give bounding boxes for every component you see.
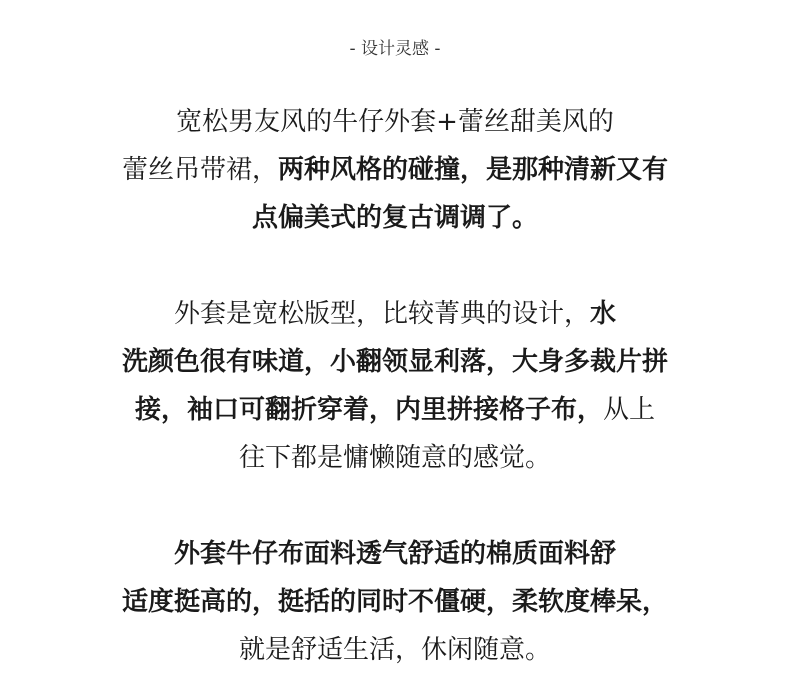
text-run: 往下都是慵懒随意的感觉。: [238, 443, 551, 473]
text-line: [0, 338, 790, 386]
paragraph-style-intro: [0, 98, 790, 242]
paragraph-jacket-design: [0, 290, 790, 482]
text-run: 外套是宽松版型，比较菁典的设计，: [173, 299, 590, 329]
section-heading: - 设计灵感 -: [349, 39, 441, 59]
paragraph-fabric: [0, 530, 790, 674]
text-line: [0, 290, 790, 338]
text-line: [0, 626, 790, 674]
text-line: [0, 530, 790, 578]
text-run: 蕾丝吊带裙，: [121, 155, 278, 185]
text-line: [0, 194, 790, 242]
text-line: [0, 434, 790, 482]
text-run: 宽松男友风的牛仔外套+蕾丝甜美风的: [176, 107, 614, 137]
text-run: 就是舒适生活，休闲随意。: [238, 635, 551, 665]
text-run-bold: 外套牛仔布面料透气舒适的棉质面料舒: [173, 539, 616, 569]
text-line: [0, 386, 790, 434]
text-line: [0, 98, 790, 146]
text-run-bold: 洗颜色很有味道，小翻领显利落，大身多裁片拼: [121, 347, 668, 377]
text-line: [0, 146, 790, 194]
text-run: 从上: [603, 395, 656, 425]
text-run-bold: 点偏美式的复古调调了。: [251, 203, 538, 233]
text-run-bold: 水: [590, 299, 617, 329]
text-run-bold: 适度挺高的，挺括的同时不僵硬，柔软度棒呆，: [121, 587, 668, 617]
text-run-bold: 接，袖口可翻折穿着，内里拼接格子布，: [134, 395, 603, 425]
text-line: [0, 578, 790, 626]
text-run-bold: 两种风格的碰撞，是那种清新又有: [278, 155, 669, 185]
